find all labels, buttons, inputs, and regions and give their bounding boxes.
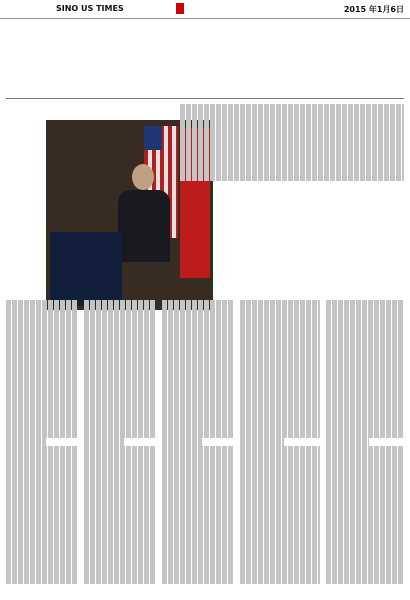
text-line: [240, 343, 320, 352]
text-line: [240, 523, 320, 532]
text-line: [326, 420, 404, 429]
text-line: [162, 515, 234, 524]
text-line: [240, 317, 320, 326]
text-line: [240, 515, 320, 524]
text-line: [326, 541, 404, 550]
text-line: [162, 352, 234, 361]
text-line: [84, 575, 156, 584]
text-line: [84, 300, 156, 309]
text-line: [162, 360, 234, 369]
text-line: [326, 360, 404, 369]
article-body-column-4: [240, 300, 320, 592]
text-line: [326, 412, 404, 421]
text-line: [240, 309, 320, 318]
text-line: [84, 403, 156, 412]
text-line: [6, 352, 78, 361]
text-line: [162, 575, 234, 584]
text-line: [84, 480, 156, 489]
text-line: [180, 104, 404, 113]
text-line: [240, 377, 320, 386]
text-line: [162, 403, 234, 412]
text-line: [84, 446, 156, 455]
text-line: [6, 403, 78, 412]
text-line: [180, 173, 404, 182]
text-line: [6, 480, 78, 489]
text-line: [240, 566, 320, 575]
text-line: [6, 558, 78, 567]
divider: [6, 98, 404, 99]
text-line: [84, 566, 156, 575]
text-line: [240, 352, 320, 361]
text-line: [240, 532, 320, 541]
text-line: [84, 386, 156, 395]
text-line: [6, 326, 78, 335]
text-line: [326, 515, 404, 524]
text-line: [326, 343, 404, 352]
text-line: [162, 343, 234, 352]
text-line: [240, 369, 320, 378]
article-body-column-5: [326, 300, 404, 592]
text-line: [162, 541, 234, 550]
text-line: [326, 463, 404, 472]
text-line: [326, 558, 404, 567]
text-line: [240, 506, 320, 515]
text-line: [84, 498, 156, 507]
text-line: [84, 429, 156, 438]
text-line: [84, 420, 156, 429]
text-line: [240, 386, 320, 395]
article-body-top-right: [180, 104, 404, 188]
text-line: [6, 472, 78, 481]
text-line: [84, 395, 156, 404]
text-line: [84, 549, 156, 558]
text-line: [180, 156, 404, 165]
text-line: [162, 566, 234, 575]
text-line: [6, 334, 78, 343]
text-line: [326, 309, 404, 318]
text-line: [6, 498, 78, 507]
text-line: [326, 386, 404, 395]
text-line: [326, 369, 404, 378]
text-line: [84, 523, 156, 532]
text-line: [84, 541, 156, 550]
text-line: [6, 515, 78, 524]
text-line: [180, 164, 404, 173]
text-line: [240, 360, 320, 369]
text-line: [6, 343, 78, 352]
body-lines: [162, 300, 234, 584]
text-line: [6, 395, 78, 404]
text-line: [162, 523, 234, 532]
text-line: [240, 326, 320, 335]
text-line: [326, 455, 404, 464]
text-line: [6, 446, 78, 455]
text-line: [6, 549, 78, 558]
text-line: [240, 395, 320, 404]
text-line: [84, 489, 156, 498]
text-line: [84, 463, 156, 472]
text-line: [6, 317, 78, 326]
text-line: [6, 489, 78, 498]
text-line: [6, 412, 78, 421]
text-line: [240, 472, 320, 481]
text-line: [240, 480, 320, 489]
text-line: [6, 377, 78, 386]
text-line: [162, 309, 234, 318]
article-body-column-3: [162, 300, 234, 592]
text-line: [326, 377, 404, 386]
text-line: [6, 523, 78, 532]
text-line: [326, 334, 404, 343]
text-line: [326, 566, 404, 575]
text-line: [84, 455, 156, 464]
text-line: [162, 420, 234, 429]
text-line: [326, 549, 404, 558]
page-date: 2015 年1月6日: [343, 5, 404, 14]
text-line: [240, 300, 320, 309]
text-line: [6, 420, 78, 429]
text-line: [240, 334, 320, 343]
text-line: [162, 549, 234, 558]
text-line: [240, 403, 320, 412]
article-body-column-2: [84, 300, 156, 592]
text-line: [6, 300, 78, 309]
text-line: [180, 121, 404, 130]
text-line: [326, 352, 404, 361]
text-line: [84, 352, 156, 361]
text-line: [162, 506, 234, 515]
text-line: [162, 369, 234, 378]
text-line: [6, 438, 46, 447]
text-line: [162, 334, 234, 343]
text-line: [240, 549, 320, 558]
text-line: [180, 138, 404, 147]
text-line: [162, 412, 234, 421]
text-line: [162, 446, 234, 455]
text-line: [84, 309, 156, 318]
text-line: [84, 532, 156, 541]
text-line: [326, 446, 404, 455]
text-line: [326, 498, 404, 507]
text-line: [162, 558, 234, 567]
text-line: [162, 455, 234, 464]
text-line: [326, 395, 404, 404]
text-line: [326, 326, 404, 335]
body-lines: [180, 104, 404, 181]
text-line: [6, 541, 78, 550]
text-line: [84, 558, 156, 567]
text-line: [326, 317, 404, 326]
text-line: [326, 480, 404, 489]
text-line: [6, 566, 78, 575]
body-lines: [84, 300, 156, 584]
brand-name-en: SINO US TIMES: [56, 4, 124, 13]
text-line: [162, 480, 234, 489]
text-line: [84, 412, 156, 421]
text-line: [240, 558, 320, 567]
text-line: [162, 498, 234, 507]
text-line: [326, 472, 404, 481]
text-line: [6, 369, 78, 378]
text-line: [180, 130, 404, 139]
text-line: [240, 420, 320, 429]
text-line: [6, 463, 78, 472]
text-line: [162, 472, 234, 481]
text-line: [240, 575, 320, 584]
body-lines: [6, 300, 78, 584]
text-line: [6, 575, 78, 584]
text-line: [84, 515, 156, 524]
text-line: [6, 506, 78, 515]
text-line: [240, 498, 320, 507]
text-line: [162, 429, 234, 438]
text-line: [240, 463, 320, 472]
text-line: [240, 455, 320, 464]
text-line: [6, 386, 78, 395]
text-line: [84, 343, 156, 352]
text-line: [326, 532, 404, 541]
text-line: [162, 326, 234, 335]
text-line: [326, 489, 404, 498]
text-line: [326, 403, 404, 412]
body-lines: [326, 300, 404, 584]
text-line: [84, 360, 156, 369]
text-line: [240, 429, 320, 438]
text-line: [240, 446, 320, 455]
text-line: [162, 395, 234, 404]
text-line: [6, 309, 78, 318]
text-line: [180, 147, 404, 156]
text-line: [326, 300, 404, 309]
text-line: [240, 438, 284, 447]
text-line: [84, 326, 156, 335]
article-body-column-1: [6, 300, 78, 592]
text-line: [162, 300, 234, 309]
text-line: [162, 463, 234, 472]
text-line: [84, 377, 156, 386]
text-line: [6, 455, 78, 464]
body-lines: [240, 300, 320, 584]
text-line: [84, 317, 156, 326]
text-line: [326, 506, 404, 515]
text-line: [162, 386, 234, 395]
text-line: [326, 523, 404, 532]
text-line: [180, 113, 404, 122]
text-line: [240, 412, 320, 421]
text-line: [84, 472, 156, 481]
text-line: [6, 532, 78, 541]
text-line: [162, 377, 234, 386]
text-line: [326, 575, 404, 584]
text-line: [84, 369, 156, 378]
masthead: [0, 0, 410, 19]
text-line: [84, 506, 156, 515]
text-line: [6, 360, 78, 369]
text-line: [326, 429, 404, 438]
text-line: [326, 438, 369, 447]
text-line: [84, 438, 124, 447]
text-line: [240, 541, 320, 550]
text-line: [6, 429, 78, 438]
text-line: [84, 334, 156, 343]
section-label: [176, 3, 184, 14]
text-line: [162, 532, 234, 541]
text-line: [162, 317, 234, 326]
text-line: [162, 438, 202, 447]
text-line: [240, 489, 320, 498]
text-line: [162, 489, 234, 498]
